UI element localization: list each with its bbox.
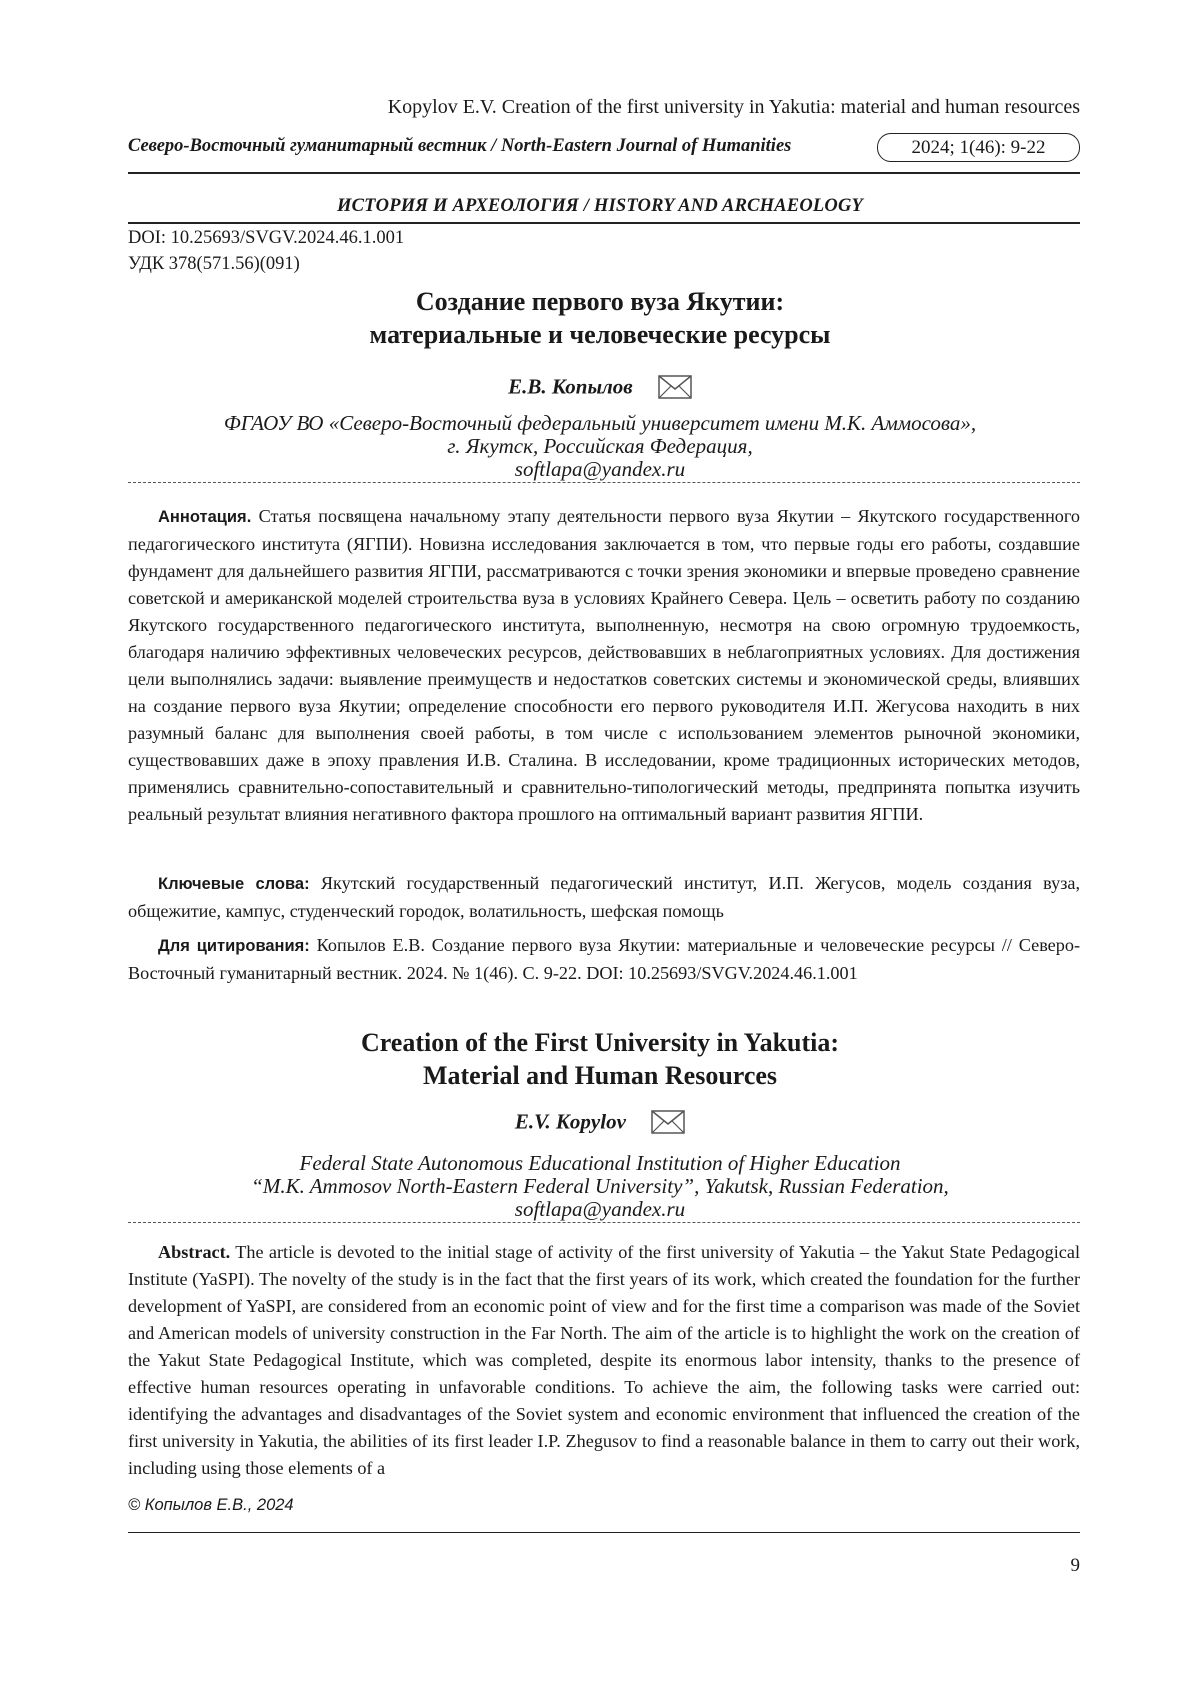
title-en-line1: Creation of the First University in Yakutia: xyxy=(360,1028,840,1057)
affiliation-ru-line2: г. Якутск, Российская Федерация, xyxy=(447,434,753,458)
title-ru xyxy=(120,285,1080,351)
footer-rule xyxy=(128,1532,1080,1533)
envelope-icon[interactable] xyxy=(651,1110,685,1134)
affiliation-en xyxy=(120,1152,1080,1221)
citation-ru-label: Для цитирования: xyxy=(158,937,310,955)
rubric-rule xyxy=(128,222,1080,224)
abstract-ru xyxy=(128,503,1080,828)
copyright: © Копылов Е.В., 2024 xyxy=(128,1496,294,1514)
running-head: Kopylov E.V. Creation of the first university in Yakutia: material and human resources xyxy=(387,96,1080,118)
title-ru-line1: Создание первого вуза Якутии: xyxy=(415,287,785,316)
header-rule xyxy=(128,172,1080,174)
udk: УДК 378(571.56)(091) xyxy=(128,254,300,274)
affiliation-ru xyxy=(120,412,1080,481)
affiliation-en-line1: Federal State Autonomous Educational Institution of Higher Education xyxy=(299,1151,901,1175)
author-ru xyxy=(120,373,1080,400)
dashed-divider-en xyxy=(128,1222,1080,1223)
keywords-ru-text: Якутский государственный педагогический институт, И.П. Жегусов, модель создания вуза, общежитие, кампус, студенческий городок, волатильность, шефская помощь xyxy=(128,873,1080,921)
section-rubric: ИСТОРИЯ И АРХЕОЛОГИЯ / HISTORY AND ARCHAEOLOGY xyxy=(337,196,863,216)
doi: DOI: 10.25693/SVGV.2024.46.1.001 xyxy=(128,228,405,248)
abstract-en xyxy=(128,1239,1080,1482)
journal-row xyxy=(128,131,1080,165)
dashed-divider-ru xyxy=(128,482,1080,483)
author-en-name: E.V. Kopylov xyxy=(514,1109,626,1134)
author-en xyxy=(120,1108,1080,1135)
email-en[interactable]: softlapa@yandex.ru xyxy=(514,1197,686,1221)
issue-badge: 2024; 1(46): 9-22 xyxy=(877,133,1080,162)
abstract-en-label: Abstract. xyxy=(158,1242,231,1262)
abstract-en-text: The article is devoted to the initial stage of activity of the first university of Yakutia – the Yakut State Pedagogical Institute (YaSPI). The novelty of the study is in the fact that the first years of its work, which created the foundation for the further development of YaSPI, are considered from an economic point of view and for the first time a comparison was made of the Soviet and American models of university construction in the Far North. The aim of the article is to highlight the work on the creation of the Yakut State Pedagogical Institute, which was completed, despite its enormous labor intensity, thanks to the presence of effective human resources operating in unfavorable conditions. To achieve the aim, the following tasks were carried out: identifying the advantages and disadvantages of the Soviet system and economic environment that influenced the creation of the first university in Yakutia, the abilities of its first leader I.P. Zhegusov to find a reasonable balance in them to carry out their work, including using those elements of a xyxy=(128,1242,1080,1478)
keywords-ru-label: Ключевые слова: xyxy=(158,875,310,893)
affiliation-ru-line1: ФГАОУ ВО «Северо-Восточный федеральный университет имени М.К. Аммосова», xyxy=(223,411,977,435)
envelope-icon[interactable] xyxy=(658,375,692,399)
title-en-line2: Material and Human Resources xyxy=(422,1061,778,1090)
page-number: 9 xyxy=(1070,1555,1080,1576)
affiliation-en-line2: “M.K. Ammosov North-Eastern Federal University”, Yakutsk, Russian Federation, xyxy=(251,1174,949,1198)
abstract-ru-text: Статья посвящена начальному этапу деятельности первого вуза Якутии – Якутского государственного педагогического института (ЯГПИ). Новизна исследования заключается в том, что первые годы его работы, создавшие фундамент для дальнейшего развития ЯГПИ, рассматриваются с точки зрения экономики и впервые проведено сравнение советской и американской моделей строительства вуза в условиях Крайнего Севера. Цель – осветить работу по созданию Якутского государственного педагогического института, выполненную, несмотря на свою огромную трудоемкость, благодаря наличию эффективных человеческих ресурсов, действовавших в неблагоприятных условиях. Для достижения цели выполнялись задачи: выявление преимуществ и недостатков советских системы и экономической среды, влиявших на создание первого вуза Якутии; определение способности его первого руководителя И.П. Жегусова находить в них разумный баланс для выполнения своей работы, в том числе с использованием элементов рыночной экономики, существовавших даже в эпоху правления И.В. Сталина. В исследовании, кроме традиционных исторических методов, применялись сравнительно-сопоставительный и сравнительно-типологический методы, предпринята попытка изучить реальный результат влияния негативного фактора прошлого на оптимальный вариант развития ЯГПИ. xyxy=(128,506,1080,824)
keywords-ru xyxy=(128,870,1080,925)
citation-ru-text: Копылов Е.В. Создание первого вуза Якутии: материальные и человеческие ресурсы // Северо-Восточный гуманитарный вестник. 2024. № 1(46). С. 9-22. DOI: 10.25693/SVGV.2024.46.1.001 xyxy=(128,935,1080,983)
abstract-ru-label: Аннотация. xyxy=(158,508,252,526)
title-ru-line2: материальные и человеческие ресурсы xyxy=(369,320,831,349)
email-ru[interactable]: softlapa@yandex.ru xyxy=(514,457,686,481)
citation-ru xyxy=(128,932,1080,987)
journal-name: Северо-Восточный гуманитарный вестник / North-Eastern Journal of Humanities xyxy=(128,136,792,156)
title-en xyxy=(120,1026,1080,1092)
author-ru-name: Е.В. Копылов xyxy=(508,374,633,399)
